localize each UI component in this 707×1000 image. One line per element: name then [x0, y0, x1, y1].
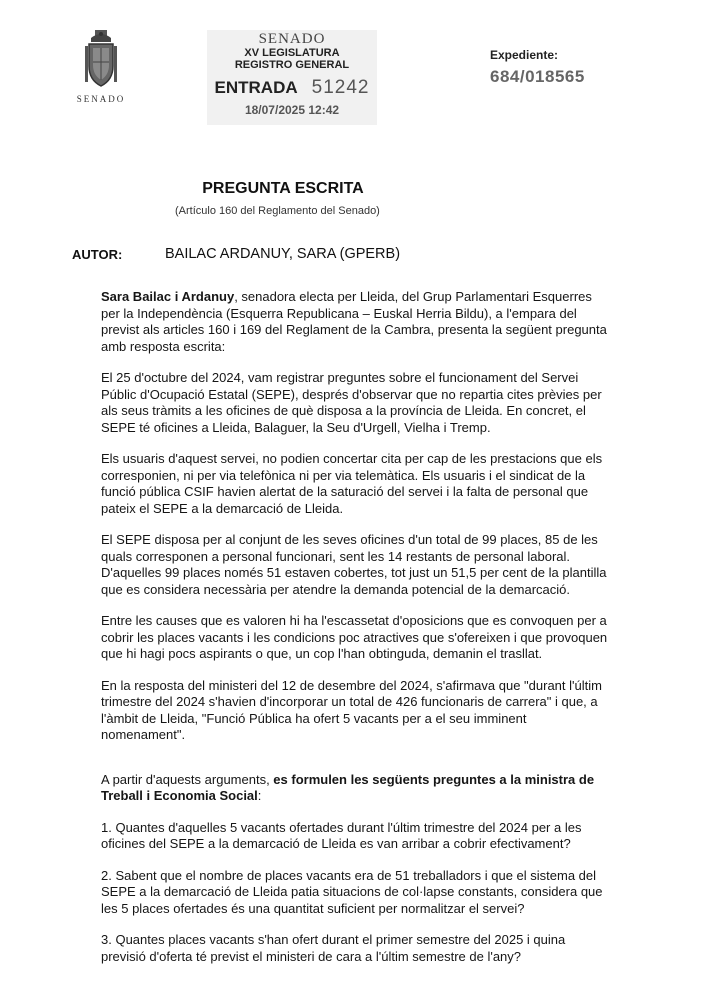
- autor-value: BAILAC ARDANUY, SARA (GPERB): [165, 246, 401, 262]
- expediente-label: Expediente:: [490, 48, 559, 62]
- stamp-entrada-label: ENTRADA: [214, 78, 298, 97]
- coat-of-arms-icon: [81, 28, 121, 92]
- intro-text: , senadora electa per Lleida, del Grup Parlamentari Esquerres per la Independència (Esquerra Republicana – Euskal Herria Bildu), a l'empara del previst als articles 160 i 169 del Reglament de la Cambra, presenta la següent pregunta amb resposta escrita:: [101, 289, 607, 354]
- stamp-legislatura: XV LEGISLATURA: [244, 47, 340, 59]
- stamp-datetime: 18/07/2025 12:42: [244, 103, 340, 117]
- autor-label: AUTOR:: [72, 247, 123, 262]
- paragraph-7: [101, 772, 611, 805]
- question-3: 3. Quantes places vacants s'han ofert durant el primer semestre del 2025 i quina previsió d'oferta té previst el ministeri de cara a l'últim semestre de l'any?: [101, 932, 566, 964]
- question-1: 1. Quantes d'aquelles 5 vacants ofertades durant l'últim trimestre del 2024 per a les oficines del SEPE a la demarcació de Lleida es van arribar a cobrir efectivament?: [101, 819, 582, 851]
- question-body: [101, 289, 611, 980]
- p7-end: :: [257, 788, 262, 803]
- paragraph-3: Els usuaris d'aquest servei, no podien concertar cita per cap de les prestacions que els corresponien, ni per via telefònica ni per via telemàtica. Els usuaris i el sindicat de la funció pública CSIF havien alertat de la saturació del servei i la falta de personal que pateix el SEPE a la demarcació de Lleida.: [101, 451, 603, 516]
- p7-plain: A partir d'aquests arguments,: [101, 771, 274, 787]
- stamp-entrada: [207, 77, 377, 99]
- paragraph-4: El SEPE disposa per al conjunt de les seves oficines d'un total de 99 places, 85 de les quals corresponen a personal funcionari, sent les 14 restants de personal laboral. D'aquelles 99 places només 51 estaven cobertes, tot just un 51,5 per cent de la plantilla que es considera necessària per atendre la demanda potencial de la demarcació.: [101, 532, 607, 597]
- senado-seal: [70, 28, 132, 104]
- stamp-registro: REGISTRO GENERAL: [234, 59, 350, 71]
- question-2: 2. Sabent que el nombre de places vacants era de 51 treballadors i que el sistema del SEPE a la demarcació de Lleida patia situacions de col·lapse constants, considera que les 5 places ofertades és una quantitat suficient per normalitzar el servei?: [101, 867, 603, 916]
- paragraph-5: Entre les causes que es valoren hi ha l'escassetat d'oposicions que es convoquen per a cobrir les places vacants i les condicions poc atractives que s'ofereixen i que provoquen que hi hagi pocs aspirants o que, un cop l'han obtinguda, demanin el trasllat.: [101, 613, 608, 661]
- stamp-senado: SENADO: [258, 31, 326, 47]
- expediente-number: 684/018565: [490, 67, 585, 86]
- paragraph-2: El 25 d'octubre del 2024, vam registrar preguntes sobre el funcionament del Servei Públic d'Ocupació Estatal (SEPE), després d'observar que no repartia cites prèvies per als seus tràmits a les oficines de què disposa a la província de Lleida. En concret, el SEPE té oficines a Lleida, Balaguer, la Seu d'Urgell, Vielha i Tremp.: [101, 370, 602, 435]
- registry-stamp: [207, 30, 377, 125]
- document-title: PREGUNTA ESCRITA: [202, 180, 364, 197]
- stamp-entrada-number: 51242: [311, 77, 370, 98]
- author-name: Sara Bailac i Ardanuy: [101, 289, 235, 304]
- p7-bold: es formulen les següents preguntes a la ministra de Treball i Economia Social: [101, 771, 595, 803]
- expediente-block: [490, 48, 585, 87]
- document-subtitle: (Artículo 160 del Reglamento del Senado): [175, 205, 380, 217]
- paragraph-6: En la resposta del ministeri del 12 de desembre del 2024, s'afirmava que "durant l'últim trimestre del 2024 s'havien d'incorporar un total de 426 funcionaris de carrera" i que, a l'àmbit de Lleida, "Funció Pública ha ofert 5 vacants per a el seu imminent nomenament".: [101, 677, 602, 742]
- seal-label: SENADO: [76, 94, 126, 104]
- intro-paragraph: [101, 289, 611, 355]
